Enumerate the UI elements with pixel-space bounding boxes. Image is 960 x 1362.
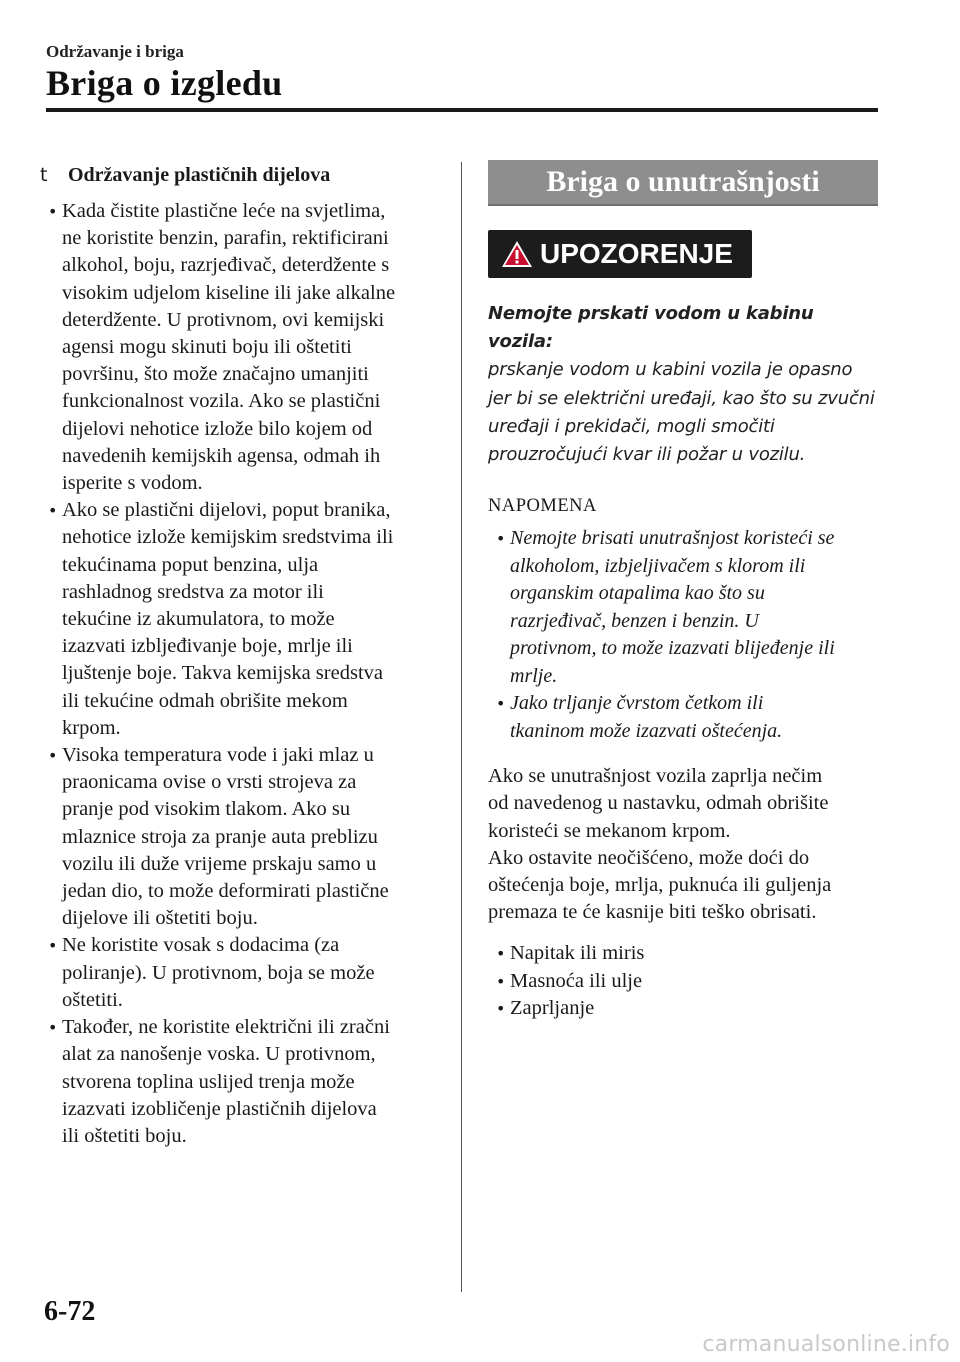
text-line: koristeći se mekanom krpom. (488, 819, 731, 842)
watermark: carmanualsonline.info (702, 1332, 950, 1357)
bullet-icon: • (496, 529, 506, 549)
text-line: Također, ne koristite električni ili zračni (62, 1016, 390, 1039)
text-line: protivnom, to može izazvati blijeđenje ili (510, 637, 835, 660)
text-line: pranje pod visokim tlakom. Ako su (62, 798, 351, 821)
instructions-paragraph (488, 763, 880, 926)
note-heading: NAPOMENA (488, 496, 597, 517)
warning-triangle-icon (500, 239, 534, 269)
text-line: oštećenja boje, mrlja, puknuća ili guljenja (488, 874, 832, 897)
bullet-icon: • (48, 936, 58, 956)
text-line: isperite s vodom. (62, 472, 203, 495)
text-line: Ne koristite vosak s dodacima (za (62, 934, 340, 957)
text-line: Ako se plastični dijelovi, poput branika, (62, 499, 391, 522)
page-number: 6-72 (44, 1296, 96, 1327)
text-line: Kada čistite plastične leće na svjetlima, (62, 200, 386, 222)
text-line: visokim udjelom kiseline ili jake alkalne (62, 281, 396, 304)
right-column (488, 160, 880, 1022)
text-line: vozilu ili duže vrijeme prskaju samo u (62, 852, 377, 875)
text-line: alkohol, boju, razrjeđivač, deterdžente s (62, 254, 390, 277)
text-line: izazvati izbljeđivanje boje, mrlje ili (62, 635, 353, 658)
text-line: mlaznice stroja za pranje auta preblizu (62, 825, 378, 848)
paragraph-block (488, 763, 880, 845)
text-line: dijelovi nehotice izlože bilo kojem od (62, 417, 373, 440)
text-line: ili tekućine odmah obrišite mekom (62, 689, 348, 712)
text-line: prouzročujući kvar ili požar u vozilu. (488, 444, 806, 466)
text-line: krpom. (62, 716, 121, 739)
column-divider (461, 162, 462, 1292)
text-line: alat za nanošenje voska. U protivnom, (62, 1043, 376, 1066)
warning-lead: Nemojte prskati vodom u kabinu vozila: (488, 303, 814, 353)
section-heading-text: Održavanje plastičnih dijelova (68, 164, 331, 186)
text-line: praonicama ovise o vrsti strojeva za (62, 771, 357, 794)
header-rule (46, 108, 878, 112)
bullet-icon: • (496, 944, 506, 964)
bullet-icon: • (48, 746, 58, 766)
bullet-icon: • (48, 202, 58, 221)
text-line: tkaninom može izazvati oštećenja. (510, 719, 783, 742)
text-line: prskanje vodom u kabini vozila je opasno (488, 359, 853, 381)
list-item (40, 742, 440, 932)
bullet-icon: • (48, 501, 58, 521)
text-line: dijelove ili oštetiti boju. (62, 907, 258, 930)
text-line: ne koristite benzin, parafin, rektificirani (62, 227, 389, 250)
text-line: Masnoća ili ulje (510, 969, 643, 992)
list-item (488, 968, 880, 995)
text-line: stvorena toplina uslijed trenja može (62, 1070, 355, 1093)
bullet-icon: • (496, 998, 506, 1018)
text-line: izazvati izobličenje plastičnih dijelova (62, 1097, 377, 1120)
text-line: ili oštetiti boju. (62, 1124, 187, 1147)
note-item (488, 525, 880, 690)
note-list (488, 525, 880, 745)
text-line: oštetiti. (62, 988, 123, 1011)
stain-type-list (488, 940, 880, 1022)
text-line: tekućine iz akumulatora, to može (62, 608, 335, 631)
text-line: rashladnog sredstva za motor ili (62, 580, 324, 603)
text-line: organskim otapalima kao što su (510, 582, 765, 605)
text-line: površinu, što može značajno umanjiti (62, 363, 369, 386)
section-heading (40, 160, 440, 190)
warning-badge (488, 230, 752, 278)
text-line: jer bi se električni uređaji, kao što su zvučni (488, 387, 875, 409)
list-item (488, 940, 880, 967)
text-line: Nemojte brisati unutrašnjost koristeći se (510, 527, 835, 550)
text-line: poliranje). U protivnom, boja se može (62, 961, 375, 984)
bullet-list (40, 198, 440, 1150)
text-line: agensi mogu skinuti boju ili oštetiti (62, 336, 352, 359)
list-item (40, 1014, 440, 1150)
section-marker-icon: t (40, 164, 48, 186)
list-item (488, 995, 880, 1022)
text-line: razrjeđivač, benzen i benzin. U (510, 609, 759, 632)
text-line: Ako ostavite neočišćeno, može doći do (488, 846, 810, 869)
text-line: Jako trljanje čvrstom četkom ili (510, 692, 764, 715)
text-line: Napitak ili miris (510, 942, 645, 965)
text-line: tekućinama poput benzina, ulja (62, 553, 319, 576)
warning-label: UPOZORENJE (540, 238, 733, 269)
list-item (40, 497, 440, 742)
bullet-icon: • (48, 1018, 58, 1038)
left-column (40, 160, 440, 1150)
text-line: od navedenog u nastavku, odmah obrišite (488, 792, 829, 815)
list-item (40, 198, 440, 497)
text-line: uređaji i prekidači, mogli smočiti (488, 415, 775, 437)
paragraph-block (488, 845, 880, 927)
note-item (488, 690, 880, 745)
text-line: mrlje. (510, 664, 558, 687)
text-line: funkcionalnost vozila. Ako se plastični (62, 390, 381, 413)
text-line: Visoka temperatura vode i jaki mlaz u (62, 744, 374, 767)
bullet-icon: • (496, 694, 506, 714)
warning-text (488, 300, 880, 469)
text-line: ljuštenje boje. Takva kemijska sredstva (62, 662, 383, 685)
text-line: deterdžente. U protivnom, ovi kemijski (62, 308, 385, 331)
text-line: jedan dio, to može deformirati plastične (62, 880, 389, 903)
page-title: Briga o izgledu (46, 63, 283, 103)
text-line: premaza te će kasnije biti teško obrisati. (488, 901, 817, 924)
section-banner: Briga o unutrašnjosti (488, 160, 878, 206)
text-line: nehotice izlože kemijskim sredstvima ili (62, 526, 394, 549)
text-line: Ako se unutrašnjost vozila zaprlja nečim (488, 765, 823, 788)
text-line: Zaprljanje (510, 996, 595, 1019)
text-line: navedenih kemijskih agensa, odmah ih (62, 444, 381, 467)
text-line: alkoholom, izbjeljivačem s klorom ili (510, 554, 806, 577)
chapter-label: Održavanje i briga (46, 42, 184, 61)
bullet-icon: • (496, 971, 506, 991)
list-item (40, 932, 440, 1014)
